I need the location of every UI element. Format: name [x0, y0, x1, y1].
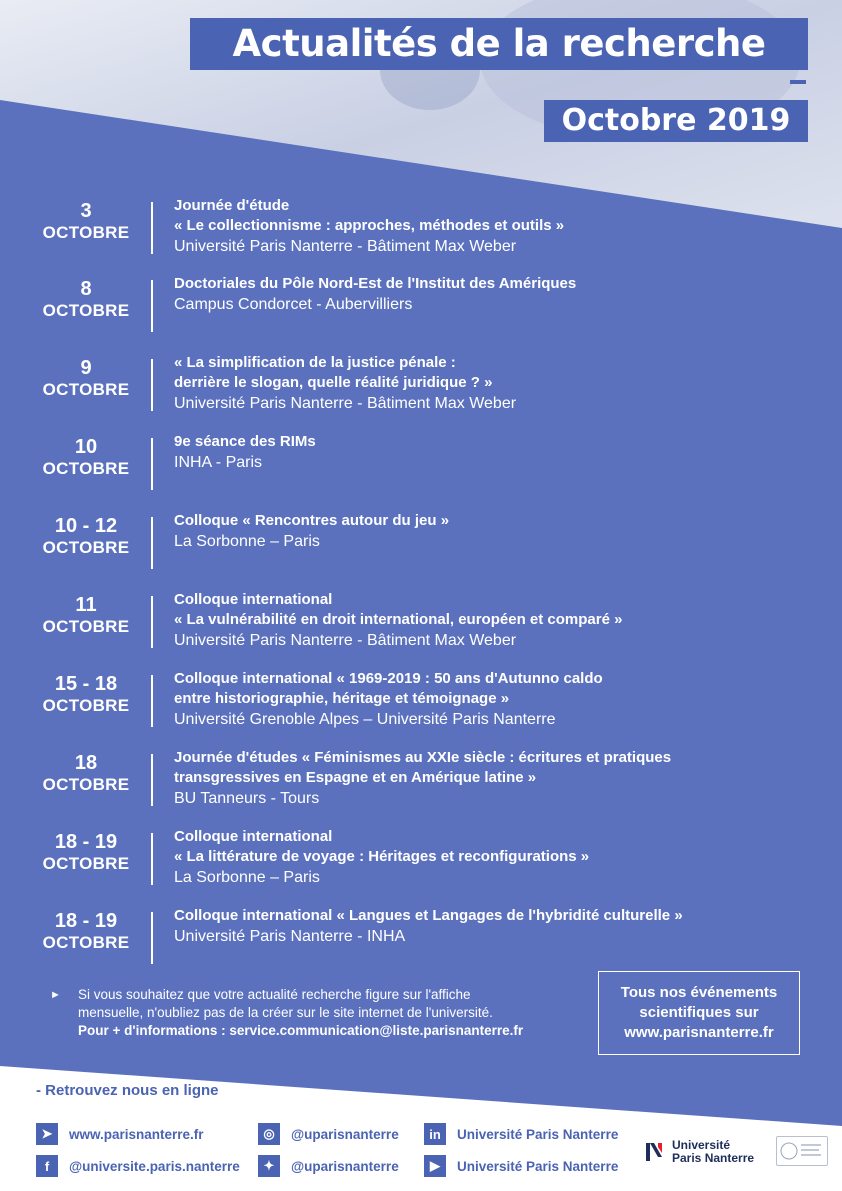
event-title-line: Colloque « Rencontres autour du jeu »: [174, 512, 450, 529]
social-twitter[interactable]: [258, 1154, 399, 1178]
logo-line: Université: [672, 1138, 731, 1152]
event-title-line: Colloque international « 1969-2019 : 50 ans d'Autunno caldo: [174, 670, 603, 687]
event-place: BU Tanneurs - Tours: [174, 790, 320, 807]
event-day: 8: [80, 278, 92, 300]
logo-line: Paris Nanterre: [672, 1151, 755, 1165]
event-title-line: Doctoriales du Pôle Nord-Est de l'Institut des Amériques: [174, 275, 577, 292]
event-info: [174, 511, 834, 552]
event-day: 15 - 18: [54, 673, 118, 695]
event-item: [0, 907, 842, 966]
event-place: Université Paris Nanterre - INHA: [174, 928, 406, 945]
event-separator: [151, 202, 153, 254]
event-info: [174, 432, 834, 473]
social-facebook[interactable]: [36, 1154, 240, 1178]
event-title-line: « Le collectionnisme : approches, méthodes et outils »: [174, 217, 565, 234]
event-date: [20, 278, 152, 322]
event-month: OCTOBRE: [42, 380, 130, 399]
partner-seal-logo: [776, 1136, 828, 1166]
social-instagram[interactable]: [258, 1122, 399, 1146]
social-label: @uparisnanterre: [291, 1158, 399, 1174]
note-line: mensuelle, n'oubliez pas de la créer sur le site internet de l'université.: [78, 1005, 493, 1020]
event-title-line: Colloque international: [174, 828, 333, 845]
event-date: [20, 357, 152, 401]
social-linkedin[interactable]: [424, 1122, 618, 1146]
cursor-icon: ➤: [36, 1123, 58, 1145]
event-date: [20, 594, 152, 638]
event-month: OCTOBRE: [42, 459, 130, 478]
event-month: OCTOBRE: [42, 223, 130, 242]
event-title-line: Colloque international « Langues et Langages de l'hybridité culturelle »: [174, 907, 683, 924]
event-month: OCTOBRE: [42, 538, 130, 557]
event-place: La Sorbonne – Paris: [174, 869, 320, 886]
event-month: OCTOBRE: [42, 301, 130, 320]
nanterre-logo-icon: [644, 1139, 666, 1165]
event-place: Université Paris Nanterre - Bâtiment Max Weber: [174, 238, 517, 255]
event-date: [20, 831, 152, 875]
event-item: [0, 354, 842, 413]
event-place: INHA - Paris: [174, 454, 263, 471]
event-day: 10 - 12: [54, 515, 118, 537]
event-place: La Sorbonne – Paris: [174, 533, 320, 550]
event-place: Université Grenoble Alpes – Université Paris Nanterre: [174, 711, 556, 728]
event-date: [20, 515, 152, 559]
event-month: OCTOBRE: [42, 933, 130, 952]
event-place: Campus Condorcet - Aubervilliers: [174, 296, 413, 313]
event-info: [174, 827, 834, 888]
event-title-line: transgressives en Espagne et en Amérique latine »: [174, 769, 537, 786]
title-dash: [790, 80, 806, 84]
university-logo: [644, 1136, 764, 1168]
university-name: [672, 1139, 754, 1165]
event-item: [0, 512, 842, 571]
instagram-icon: ◎: [258, 1123, 280, 1145]
event-separator: [151, 359, 153, 411]
youtube-icon: ▶: [424, 1155, 446, 1177]
linkedin-icon: in: [424, 1123, 446, 1145]
event-place: Université Paris Nanterre - Bâtiment Max Weber: [174, 632, 517, 649]
event-month: OCTOBRE: [42, 854, 130, 873]
event-info: [174, 748, 834, 809]
event-title-line: Journée d'étude: [174, 197, 290, 214]
event-item: [0, 275, 842, 334]
event-info: [174, 196, 834, 257]
event-item: [0, 828, 842, 887]
event-title-line: Colloque international: [174, 591, 333, 608]
event-day: 3: [80, 200, 92, 222]
event-title-line: 9e séance des RIMs: [174, 433, 316, 450]
event-place: Université Paris Nanterre - Bâtiment Max Weber: [174, 395, 517, 412]
facebook-icon: f: [36, 1155, 58, 1177]
event-title-line: entre historiographie, héritage et témoignage »: [174, 690, 510, 707]
event-date: [20, 752, 152, 796]
event-date: [20, 673, 152, 717]
event-month: OCTOBRE: [42, 775, 130, 794]
event-month: OCTOBRE: [42, 617, 130, 636]
event-day: 18 - 19: [54, 831, 118, 853]
event-info: [174, 906, 834, 947]
event-day: 11: [75, 594, 97, 616]
social-website[interactable]: [36, 1122, 204, 1146]
event-separator: [151, 596, 153, 648]
events-website-box[interactable]: [598, 971, 800, 1055]
event-day: 18: [74, 752, 98, 774]
event-info: [174, 274, 834, 315]
event-day: 18 - 19: [54, 910, 118, 932]
event-item: [0, 591, 842, 650]
event-title-line: « La littérature de voyage : Héritages et reconfigurations »: [174, 848, 590, 865]
event-date: [20, 436, 152, 480]
event-separator: [151, 675, 153, 727]
event-title-line: « La vulnérabilité en droit international, européen et comparé »: [174, 611, 623, 628]
event-separator: [151, 280, 153, 332]
social-label: Université Paris Nanterre: [457, 1158, 619, 1174]
event-date: [20, 200, 152, 244]
online-heading: - Retrouvez nous en ligne: [36, 1082, 219, 1099]
event-item: [0, 749, 842, 808]
event-item: [0, 670, 842, 729]
social-label: www.parisnanterre.fr: [69, 1126, 204, 1142]
social-label: Université Paris Nanterre: [457, 1126, 619, 1142]
events-box-link[interactable]: www.parisnanterre.fr: [624, 1024, 774, 1041]
event-separator: [151, 438, 153, 490]
month-title: Octobre 2019: [544, 100, 808, 142]
event-separator: [151, 833, 153, 885]
events-box-line: scientifiques sur: [639, 1004, 759, 1021]
event-info: [174, 590, 834, 651]
event-date: [20, 910, 152, 954]
event-separator: [151, 754, 153, 806]
event-title-line: derrière le slogan, quelle réalité juridique ? »: [174, 374, 493, 391]
event-item: [0, 197, 842, 256]
event-day: 9: [80, 357, 92, 379]
event-separator: [151, 912, 153, 964]
event-item: [0, 433, 842, 492]
event-separator: [151, 517, 153, 569]
event-title-line: Journée d'études « Féminismes au XXIe siècle : écritures et pratiques: [174, 749, 672, 766]
note-contact[interactable]: Pour + d'informations : service.communication@liste.parisnanterre.fr: [78, 1023, 524, 1038]
social-label: @uparisnanterre: [291, 1126, 399, 1142]
events-box-line: Tous nos événements: [620, 984, 778, 1001]
page-title: Actualités de la recherche: [190, 18, 808, 70]
twitter-icon: ✦: [258, 1155, 280, 1177]
event-day: 10: [74, 436, 98, 458]
event-title-line: « La simplification de la justice pénale :: [174, 354, 456, 371]
social-youtube[interactable]: [424, 1154, 618, 1178]
event-info: [174, 353, 834, 414]
event-info: [174, 669, 834, 730]
note-line: Si vous souhaitez que votre actualité recherche figure sur l'affiche: [78, 987, 471, 1002]
social-label: @universite.paris.nanterre: [69, 1158, 240, 1174]
event-month: OCTOBRE: [42, 696, 130, 715]
submission-note: [50, 986, 580, 1040]
seal-icon: [777, 1137, 827, 1165]
arrow-icon: ►: [50, 989, 61, 1001]
